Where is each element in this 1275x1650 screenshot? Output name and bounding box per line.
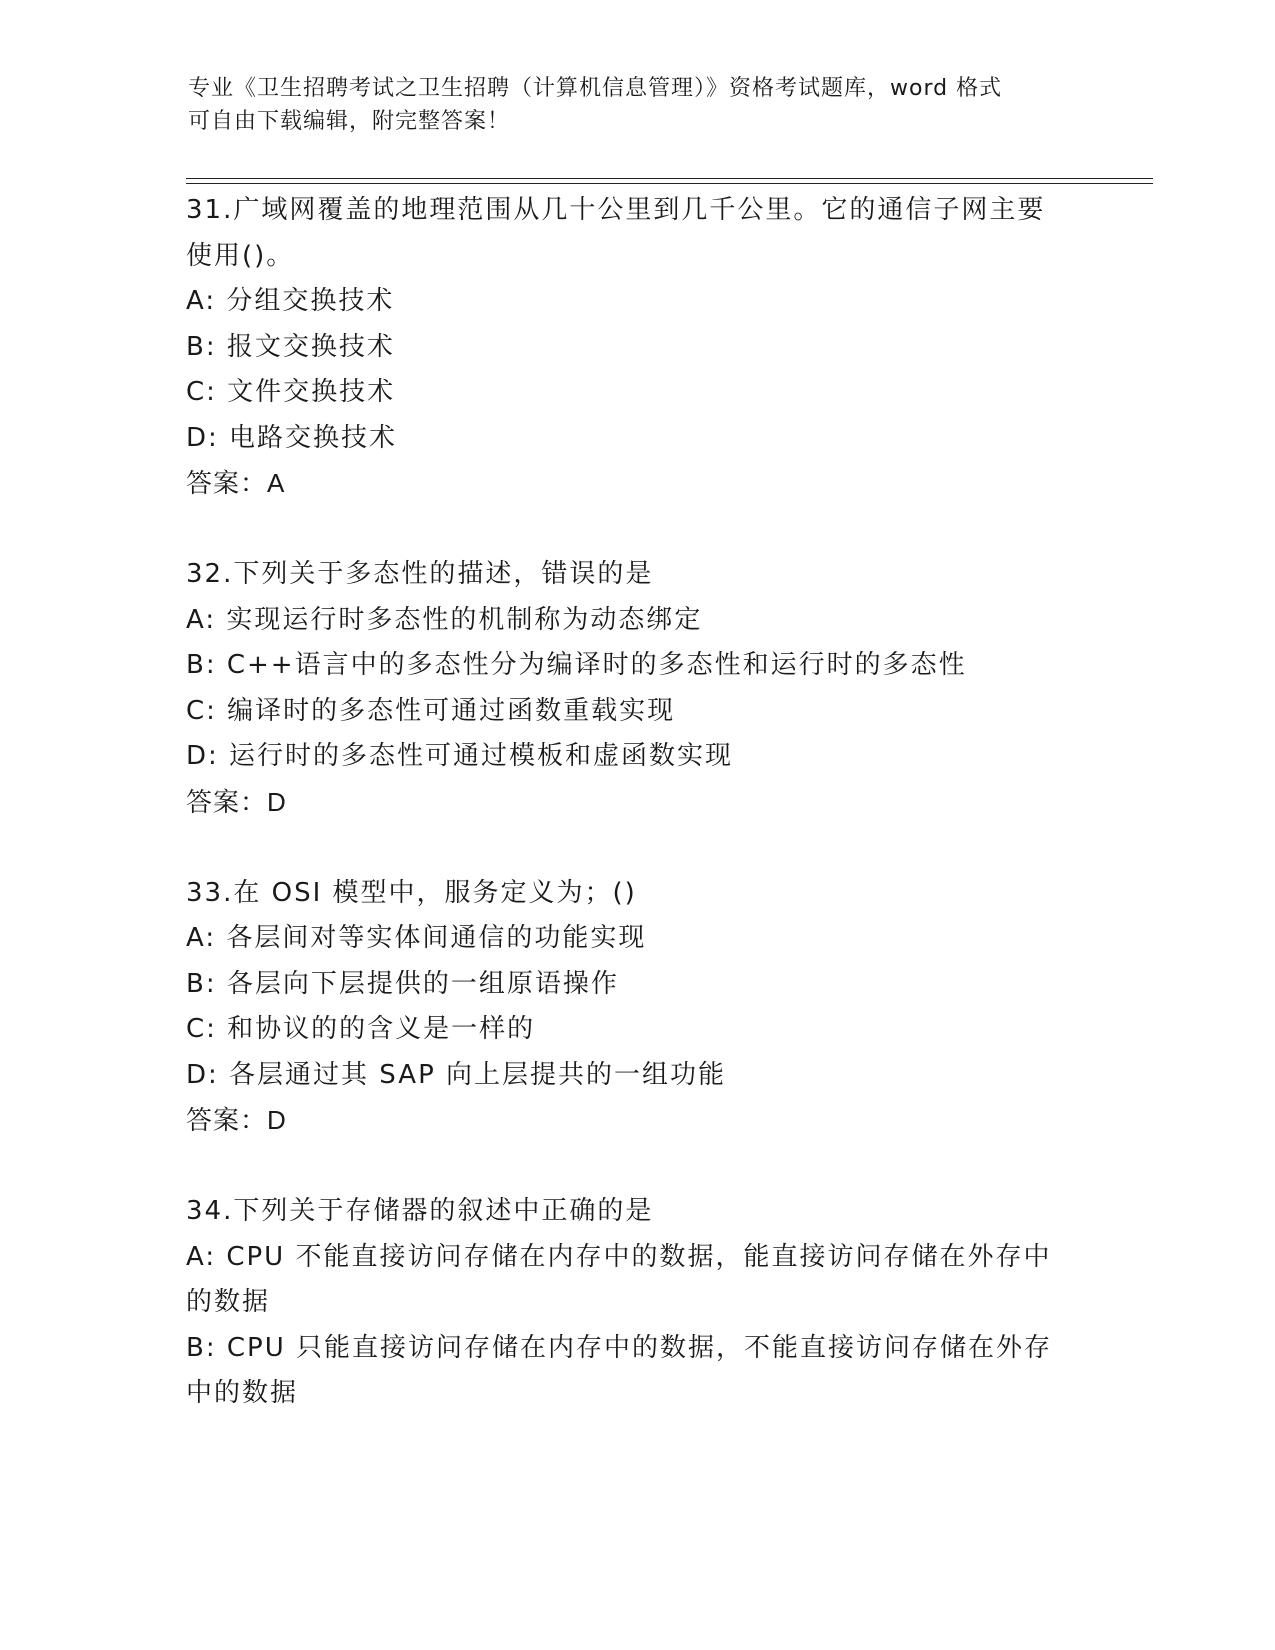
option-a: A: CPU 不能直接访问存储在内存中的数据，能直接访问存储在外存中 (186, 1241, 1052, 1272)
question-32 (186, 552, 1086, 825)
question-stem: 32.下列关于多态性的描述，错误的是 (186, 559, 654, 589)
header-divider-bottom (186, 183, 1153, 184)
header-divider-top (186, 178, 1153, 179)
option-d: D: 电路交换技术 (186, 422, 398, 453)
option-a: A: 各层间对等实体间通信的功能实现 (186, 923, 647, 953)
question-stem: 使用()。 (186, 240, 295, 271)
question-33 (186, 871, 1086, 1144)
question-34 (186, 1189, 1086, 1417)
option-b: B: CPU 只能直接访问存储在内存中的数据，不能直接访问存储在外存 (186, 1332, 1052, 1363)
question-list (186, 188, 1086, 1417)
question-31 (186, 188, 1086, 507)
spacer (186, 1144, 1086, 1190)
spacer (186, 507, 1086, 553)
option-b-continued: 中的数据 (186, 1378, 299, 1408)
option-b: B: 报文交换技术 (186, 331, 395, 362)
option-d: D: 各层通过其 SAP 向上层提共的一组功能 (186, 1059, 727, 1090)
option-c: C: 编译时的多态性可通过函数重载实现 (186, 695, 676, 726)
answer-line: 答案：D (186, 786, 287, 817)
question-stem: 33.在 OSI 模型中，服务定义为；() (186, 877, 637, 908)
option-d: D: 运行时的多态性可通过模板和虚函数实现 (186, 741, 734, 771)
option-a: A: 实现运行时多态性的机制称为动态绑定 (186, 604, 703, 635)
option-a-continued: 的数据 (186, 1287, 271, 1317)
header-line-1: 专业《卫生招聘考试之卫生招聘（计算机信息管理）》资格考试题库，word 格式 (188, 76, 1003, 101)
option-b: B: C++语言中的多态性分为编译时的多态性和运行时的多态性 (186, 650, 967, 680)
question-stem: 34.下列关于存储器的叙述中正确的是 (186, 1196, 654, 1226)
document-header (188, 72, 1078, 138)
option-c: C: 和协议的的含义是一样的 (186, 1014, 536, 1044)
question-stem: 31.广域网覆盖的地理范围从几十公里到几千公里。它的通信子网主要 (186, 195, 1046, 225)
spacer (186, 825, 1086, 871)
option-c: C: 文件交换技术 (186, 377, 396, 407)
option-b: B: 各层向下层提供的一组原语操作 (186, 968, 619, 999)
answer-line: 答案：D (186, 1105, 287, 1135)
answer-line: 答案：A (186, 468, 286, 498)
option-a: A: 分组交换技术 (186, 286, 395, 316)
header-line-2: 可自由下载编辑，附完整答案！ (188, 109, 511, 134)
